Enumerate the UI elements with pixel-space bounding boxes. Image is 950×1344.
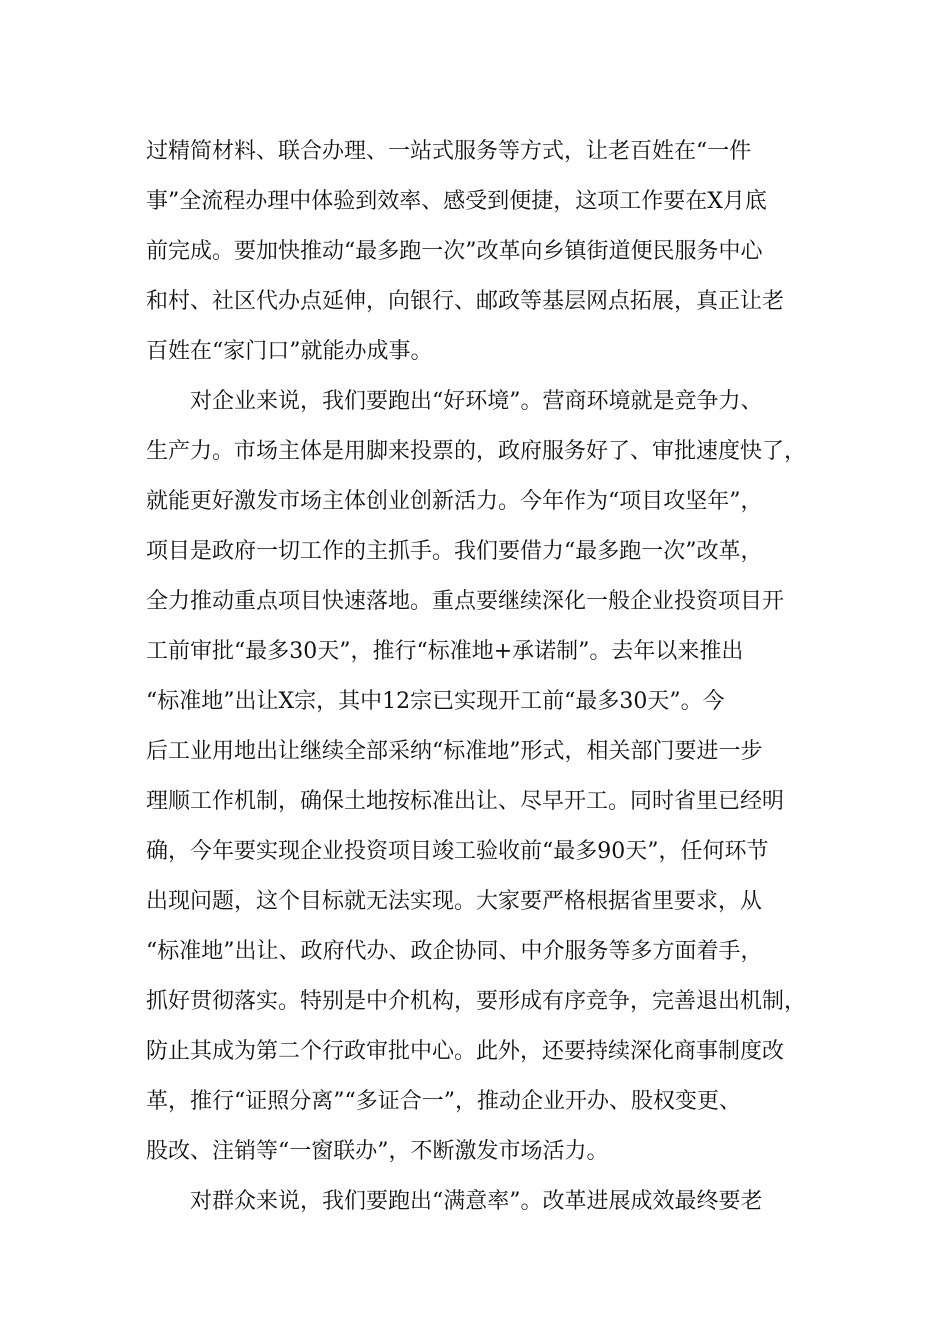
text-line: 生产力。市场主体是用脚来投票的，政府服务好了、审批速度快了， bbox=[146, 439, 807, 464]
text-line: 过精简材料、联合办理、一站式服务等方式，让老百姓在“一件 bbox=[146, 139, 752, 164]
text-line: 后工业用地出让继续全部采纳“标准地”形式，相关部门要进一步 bbox=[146, 739, 763, 764]
text-line: 革，推行“证照分离”“多证合一”，推动企业开办、股权变更、 bbox=[146, 1089, 741, 1114]
paragraph-public bbox=[146, 1177, 826, 1227]
text-line: 事”全流程办理中体验到效率、感受到便捷，这项工作要在X月底 bbox=[146, 189, 767, 214]
text-line: 出现问题，这个目标就无法实现。大家要严格根据省里要求，从 bbox=[146, 889, 763, 914]
text-line: 全力推动重点项目快速落地。重点要继续深化一般企业投资项目开 bbox=[146, 589, 785, 614]
text-line: 工前审批“最多30天”，推行“标准地+承诺制”。去年以来推出 bbox=[146, 639, 744, 664]
text-line: 就能更好激发市场主体创业创新活力。今年作为“项目攻坚年”， bbox=[146, 489, 763, 514]
text-line: 项目是政府一切工作的主抓手。我们要借力“最多跑一次”改革， bbox=[146, 539, 763, 564]
text-line: 对企业来说，我们要跑出“好环境”。营商环境就是竞争力、 bbox=[190, 389, 763, 414]
text-line: 确，今年要实现企业投资项目竣工验收前“最多90天”，任何环节 bbox=[146, 839, 769, 864]
text-line: 股改、注销等“一窗联办”，不断激发市场活力。 bbox=[146, 1139, 609, 1164]
text-line: 百姓在“家门口”就能办成事。 bbox=[146, 339, 433, 364]
text-line: 前完成。要加快推动“最多跑一次”改革向乡镇街道便民服务中心 bbox=[146, 239, 763, 264]
text-line: 抓好贯彻落实。特别是中介机构，要形成有序竞争，完善退出机制， bbox=[146, 989, 807, 1014]
paragraph-enterprise bbox=[146, 377, 826, 1177]
paragraph-continued bbox=[146, 127, 826, 377]
text-line: “标准地”出让、政府代办、政企协同、中介服务等多方面着手， bbox=[146, 939, 763, 964]
text-line: 理顺工作机制，确保土地按标准出让、尽早开工。同时省里已经明 bbox=[146, 789, 785, 814]
document-body bbox=[146, 127, 826, 1227]
text-line: 防止其成为第二个行政审批中心。此外，还要持续深化商事制度改 bbox=[146, 1039, 785, 1064]
text-line: 和村、社区代办点延伸，向银行、邮政等基层网点拓展，真正让老 bbox=[146, 289, 785, 314]
text-line: 对群众来说，我们要跑出“满意率”。改革进展成效最终要老 bbox=[190, 1189, 763, 1214]
text-line: “标准地”出让X宗，其中12宗已实现开工前“最多30天”。今 bbox=[146, 689, 725, 714]
